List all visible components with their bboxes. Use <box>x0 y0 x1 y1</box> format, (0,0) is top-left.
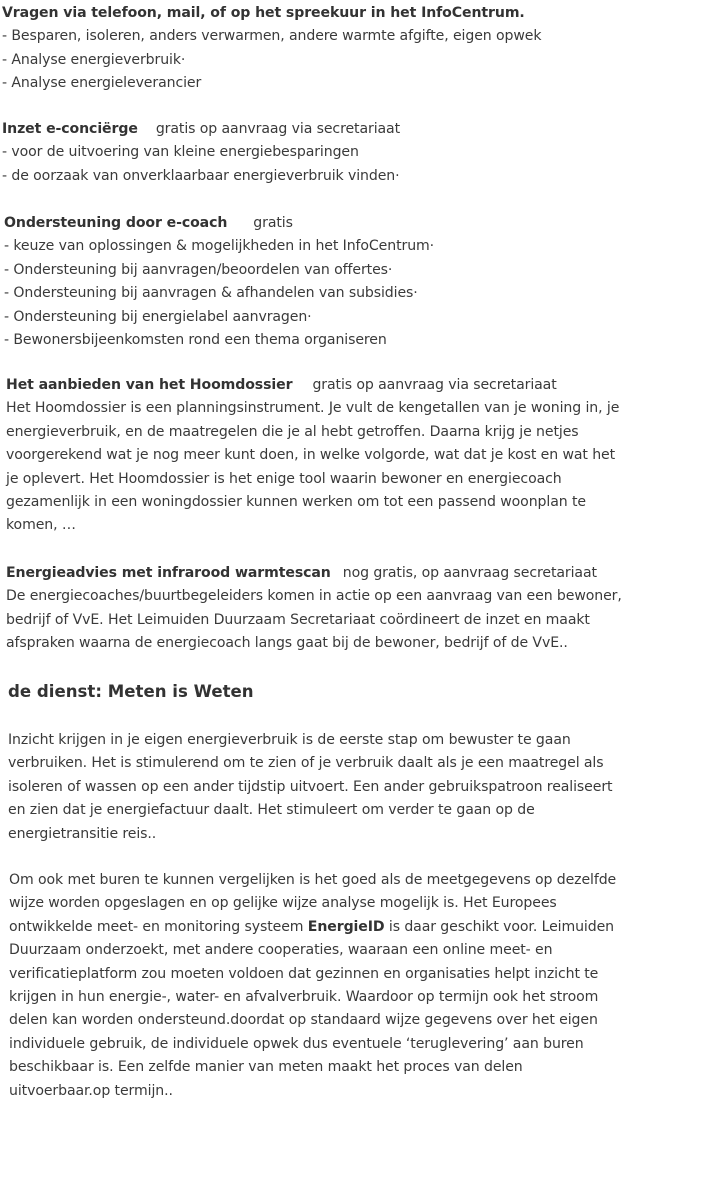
infrarood-text: afspraken waarna de energiecoach langs gaat bij de bewoner, bedrijf of de VvE.. <box>6 635 568 652</box>
dienst-section <box>8 679 718 705</box>
contact-item: - Besparen, isoleren, anders verwarmen, andere warmte afgifte, eigen opwek <box>2 28 542 45</box>
vergelijken-text: is daar geschikt voor. Leimuiden <box>384 918 615 935</box>
ecoach-item: - Ondersteuning bij energielabel aanvragen· <box>4 308 312 325</box>
infrarood-text: bedrijf of VvE. Het Leimuiden Duurzaam Secretariaat coördineert de inzet en maakt <box>6 611 590 628</box>
vergelijken-text: Om ook met buren te kunnen vergelijken is het goed als de meetgegevens op dezelfde <box>9 872 617 888</box>
dienst-heading: de dienst: Meten is Weten <box>8 682 254 701</box>
contact-item: - Analyse energieverbruik· <box>2 51 186 68</box>
contact-section <box>2 2 718 96</box>
econcierge-note: gratis op aanvraag via secretariaat <box>155 121 401 137</box>
hoomdossier-text: komen, … <box>6 517 76 534</box>
infrarood-note: nog gratis, op aanvraag secretariaat <box>342 565 597 581</box>
inzicht-text: Inzicht krijgen in je eigen energieverbruik is de eerste stap om bewuster te gaan <box>8 732 571 748</box>
infrarood-text: De energiecoaches/buurtbegeleiders komen in actie op een aanvraag van een bewoner, <box>6 588 622 605</box>
vergelijken-text: Duurzaam onderzoekt, met andere cooperaties, waaraan een online meet- en <box>9 942 553 959</box>
contact-item: - Analyse energieleverancier <box>2 75 202 92</box>
inzicht-text: isoleren of wassen op een ander tijdstip uitvoert. Een ander gebruikspatroon realiseert <box>8 778 613 795</box>
vergelijken-text: verificatieplatform zou moeten voldoen dat gezinnen en organisaties helpt inzicht te <box>9 965 599 982</box>
ecoach-item: - Ondersteuning bij aanvragen & afhandelen van subsidies· <box>4 285 418 302</box>
econcierge-item: - de oorzaak van onverklaarbaar energieverbruik vinden· <box>2 167 400 184</box>
hoomdossier-text: gezamenlijk in een woningdossier kunnen werken om tot een passend woonplan te <box>6 494 586 511</box>
vergelijken-text: delen kan worden ondersteund.doordat op standaard wijze gegevens over het eigen <box>9 1012 598 1029</box>
inzicht-text: en zien dat je energiefactuur daalt. Het stimuleert om verder te gaan op de <box>8 802 535 819</box>
hoomdossier-section <box>6 374 718 538</box>
inzicht-text: verbruiken. Het is stimulerend om te zien of je verbruik daalt als je een maatregel als <box>8 755 604 772</box>
contact-heading: Vragen via telefoon, mail, of op het spreekuur in het InfoCentrum. <box>2 5 525 21</box>
hoomdossier-text: Het Hoomdossier is een planningsinstrument. Je vult de kengetallen van je woning in, je <box>6 400 620 417</box>
ecoach-item: - Ondersteuning bij aanvragen/beoordelen van offertes· <box>4 261 393 278</box>
econcierge-title: Inzet e-conciërge <box>2 121 138 137</box>
hoomdossier-text: je oplevert. Het Hoomdossier is het enige tool waarin bewoner en energiecoach <box>6 470 562 487</box>
ecoach-section <box>4 212 718 352</box>
ecoach-item: - keuze van oplossingen & mogelijkheden in het InfoCentrum· <box>4 238 435 255</box>
ecoach-note: gratis <box>253 215 293 231</box>
hoomdossier-text: voorgerekend wat je nog meer kunt doen, in welke volgorde, wat dat je kost en wat het <box>6 447 616 464</box>
infrarood-title: Energieadvies met infrarood warmtescan <box>6 565 331 581</box>
vergelijken-text: wijze worden opgeslagen en op gelijke wijze analyse mogelijk is. Het Europees <box>9 895 557 912</box>
econcierge-item: - voor de uitvoering van kleine energiebesparingen <box>2 144 359 161</box>
vergelijken-paragraph <box>9 869 718 1103</box>
hoomdossier-title: Het aanbieden van het Hoomdossier <box>6 377 293 393</box>
hoomdossier-note: gratis op aanvraag via secretariaat <box>312 377 557 393</box>
ecoach-title: Ondersteuning door e-coach <box>4 215 228 231</box>
vergelijken-text: individuele gebruik, de individuele opwek dus eventuele ‘teruglevering’ aan buren <box>9 1035 584 1052</box>
ecoach-item: - Bewonersbijeenkomsten rond een thema organiseren <box>4 332 387 349</box>
inzicht-text: energietransitie reis.. <box>8 825 157 842</box>
vergelijken-text: ontwikkelde meet- en monitoring systeem <box>9 918 308 935</box>
infrarood-section <box>6 562 718 656</box>
vergelijken-text: uitvoerbaar.op termijn.. <box>9 1082 173 1099</box>
hoomdossier-text: energieverbruik, en de maatregelen die je al hebt getroffen. Daarna krijg je netjes <box>6 423 579 440</box>
energieid-term: EnergieID <box>307 918 385 935</box>
econcierge-section <box>2 118 718 188</box>
inzicht-paragraph <box>8 729 718 846</box>
vergelijken-text: krijgen in hun energie-, water- en afvalverbruik. Waardoor op termijn ook het stroom <box>9 989 599 1006</box>
vergelijken-text: beschikbaar is. Een zelfde manier van meten maakt het proces van delen <box>9 1059 523 1076</box>
